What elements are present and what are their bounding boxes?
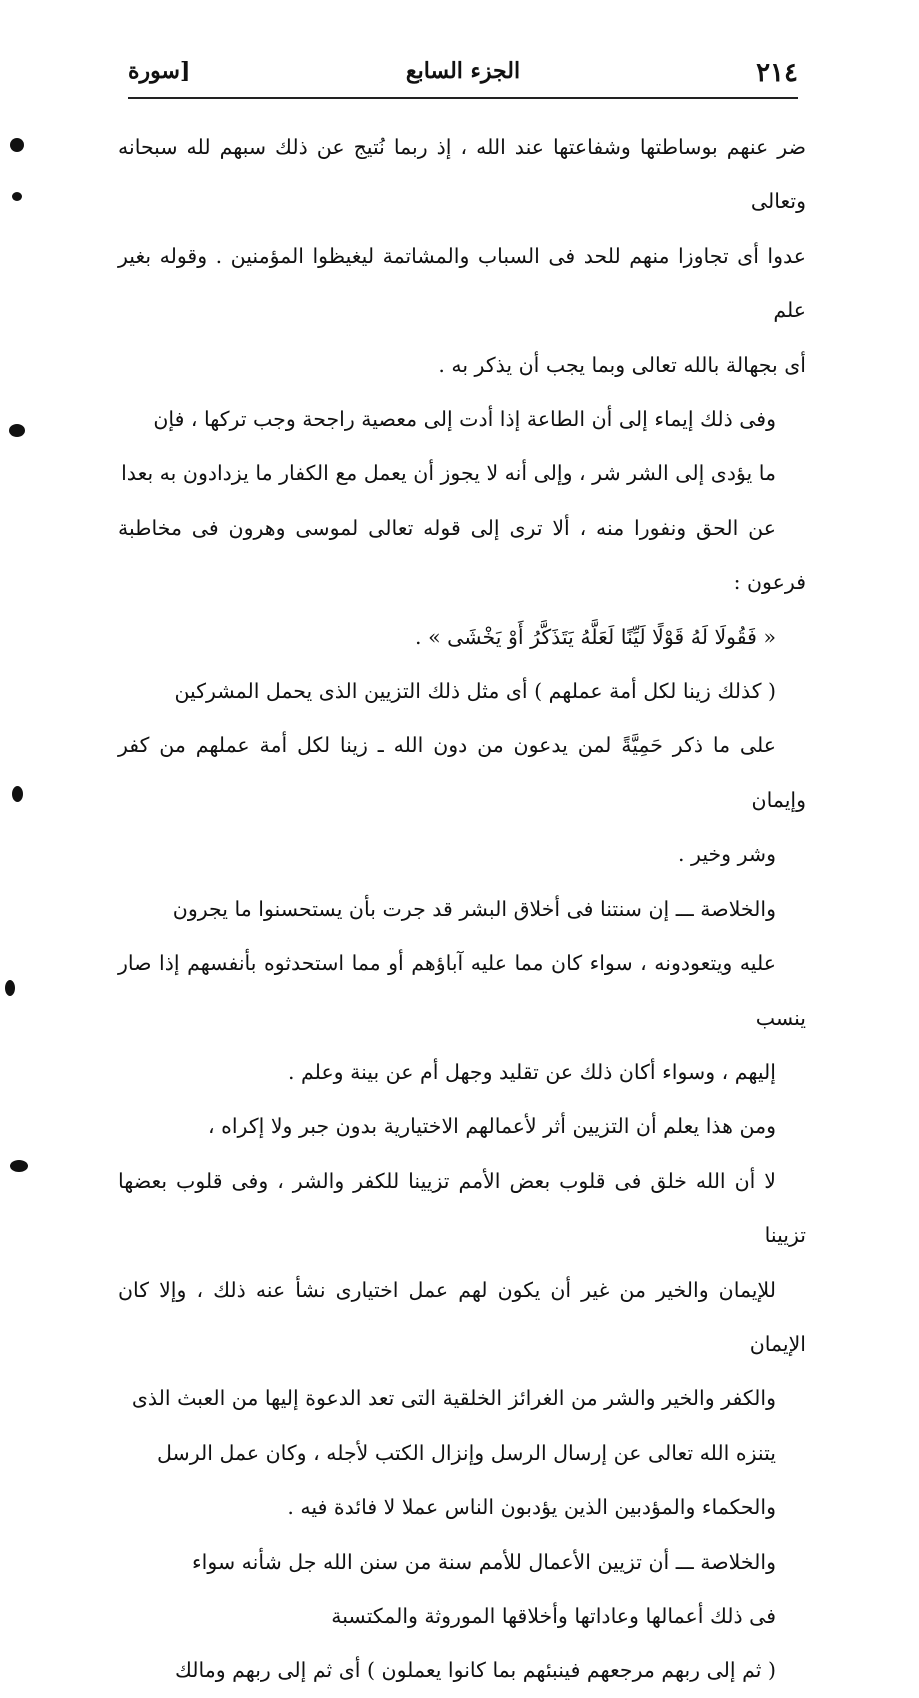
text-line: والحكماء والمؤدبين الذين يؤدبون الناس عملا لا فائدة فيه . <box>287 1495 776 1520</box>
paragraph <box>118 882 806 1100</box>
text-line: للإيمان والخير من غير أن يكون لهم عمل اختيارى نشأ عنه ذلك ، وإلا كان الإيمان <box>118 1277 806 1356</box>
paragraph <box>118 1643 806 1697</box>
text-line: والكفر والخير والشر من الغرائز الخلقية التى تعد الدعوة إليها من العبث الذى <box>131 1386 776 1411</box>
text-line: وشر وخير . <box>677 842 776 867</box>
scan-speck <box>12 192 22 201</box>
text-line: ( ثم إلى ربهم مرجعهم فينبئهم بما كانوا يعملون ) أى ثم إلى ربهم ومالك <box>174 1658 776 1683</box>
paragraph <box>118 392 806 664</box>
text-line: فى ذلك أعمالها وعاداتها وأخلاقها الموروثة والمكتسبة <box>331 1603 776 1628</box>
paragraph <box>118 1099 806 1534</box>
scan-speck <box>10 1160 28 1172</box>
text-line: عدوا أى تجاوزا منهم للحد فى السباب والمشاتمة ليغيظوا المؤمنين . وقوله بغير علم <box>118 243 806 323</box>
body-text <box>118 120 806 1698</box>
header-rule <box>128 97 798 99</box>
running-title: الجزء السابع <box>405 58 521 84</box>
page-number: ٢١٤ <box>756 58 798 88</box>
quran-verse-line: « فَقُولَا لَهُ قَوْلًا لَيِّنًا لَعَلَّهُ يَتَذَكَّرُ أَوْ يَخْشَى » . <box>415 624 776 649</box>
paragraph <box>118 664 806 882</box>
text-line: إليهم ، وسواء أكان ذلك عن تقليد وجهل أم عن بينة وعلم . <box>287 1059 776 1084</box>
scan-speck <box>10 138 24 152</box>
paragraph <box>118 120 806 392</box>
text-line: يتنزه الله تعالى عن إرسال الرسل وإنزال الكتب لأجله ، وكان عمل الرسل <box>157 1440 776 1465</box>
text-line: أى بجهالة بالله تعالى وبما يجب أن يذكر به . <box>438 352 806 377</box>
text-line: ما يؤدى إلى الشر شر ، وإلى أنه لا يجوز أن يعمل مع الكفار ما يزدادون به بعدا <box>121 461 776 486</box>
scan-speck <box>12 786 23 802</box>
scan-speck <box>5 980 15 996</box>
text-line: على ما ذكر حَمِيَّةً لمن يدعون من دون الله ـ زينا لكل أمة عملهم من كفر وإيمان <box>118 733 806 812</box>
text-line: والخلاصة ـــ أن تزيين الأعمال للأمم سنة من سنن الله جل شأنه سواء <box>192 1549 776 1574</box>
text-line: عن الحق ونفورا منه ، ألا ترى إلى قوله تعالى لموسى وهرون فى مخاطبة فرعون : <box>118 515 806 595</box>
text-line: ( كذلك زينا لكل أمة عملهم ) أى مثل ذلك التزيين الذى يحمل المشركين <box>174 679 776 704</box>
paragraph <box>118 1535 806 1644</box>
text-line: والخلاصة ـــ إن سنتنا فى أخلاق البشر قد جرت بأن يستحسنوا ما يجرون <box>172 896 776 921</box>
text-line: ضر عنهم بوساطتها وشفاعتها عند الله ، إذ ربما نُتيج عن ذلك سبهم لله سبحانه وتعالى <box>118 135 806 214</box>
surah-label: [سورة <box>128 58 191 84</box>
text-line: ومن هذا يعلم أن التزيين أثر لأعمالهم الاختيارية بدون جبر ولا إكراه ، <box>207 1114 776 1139</box>
scan-speck <box>9 424 25 437</box>
text-line: وفى ذلك إيماء إلى أن الطاعة إذا أدت إلى معصية راجحة وجب تركها ، فإن <box>153 407 776 432</box>
page-header <box>128 52 798 96</box>
text-line: عليه ويتعودونه ، سواء كان مما عليه آباؤهم أو مما استحدثوه بأنفسهم إذا صار ينسب <box>118 951 806 1030</box>
text-line: لا أن الله خلق فى قلوب بعض الأمم تزيينا للكفر والشر ، وفى قلوب بعضها تزيينا <box>118 1168 806 1248</box>
